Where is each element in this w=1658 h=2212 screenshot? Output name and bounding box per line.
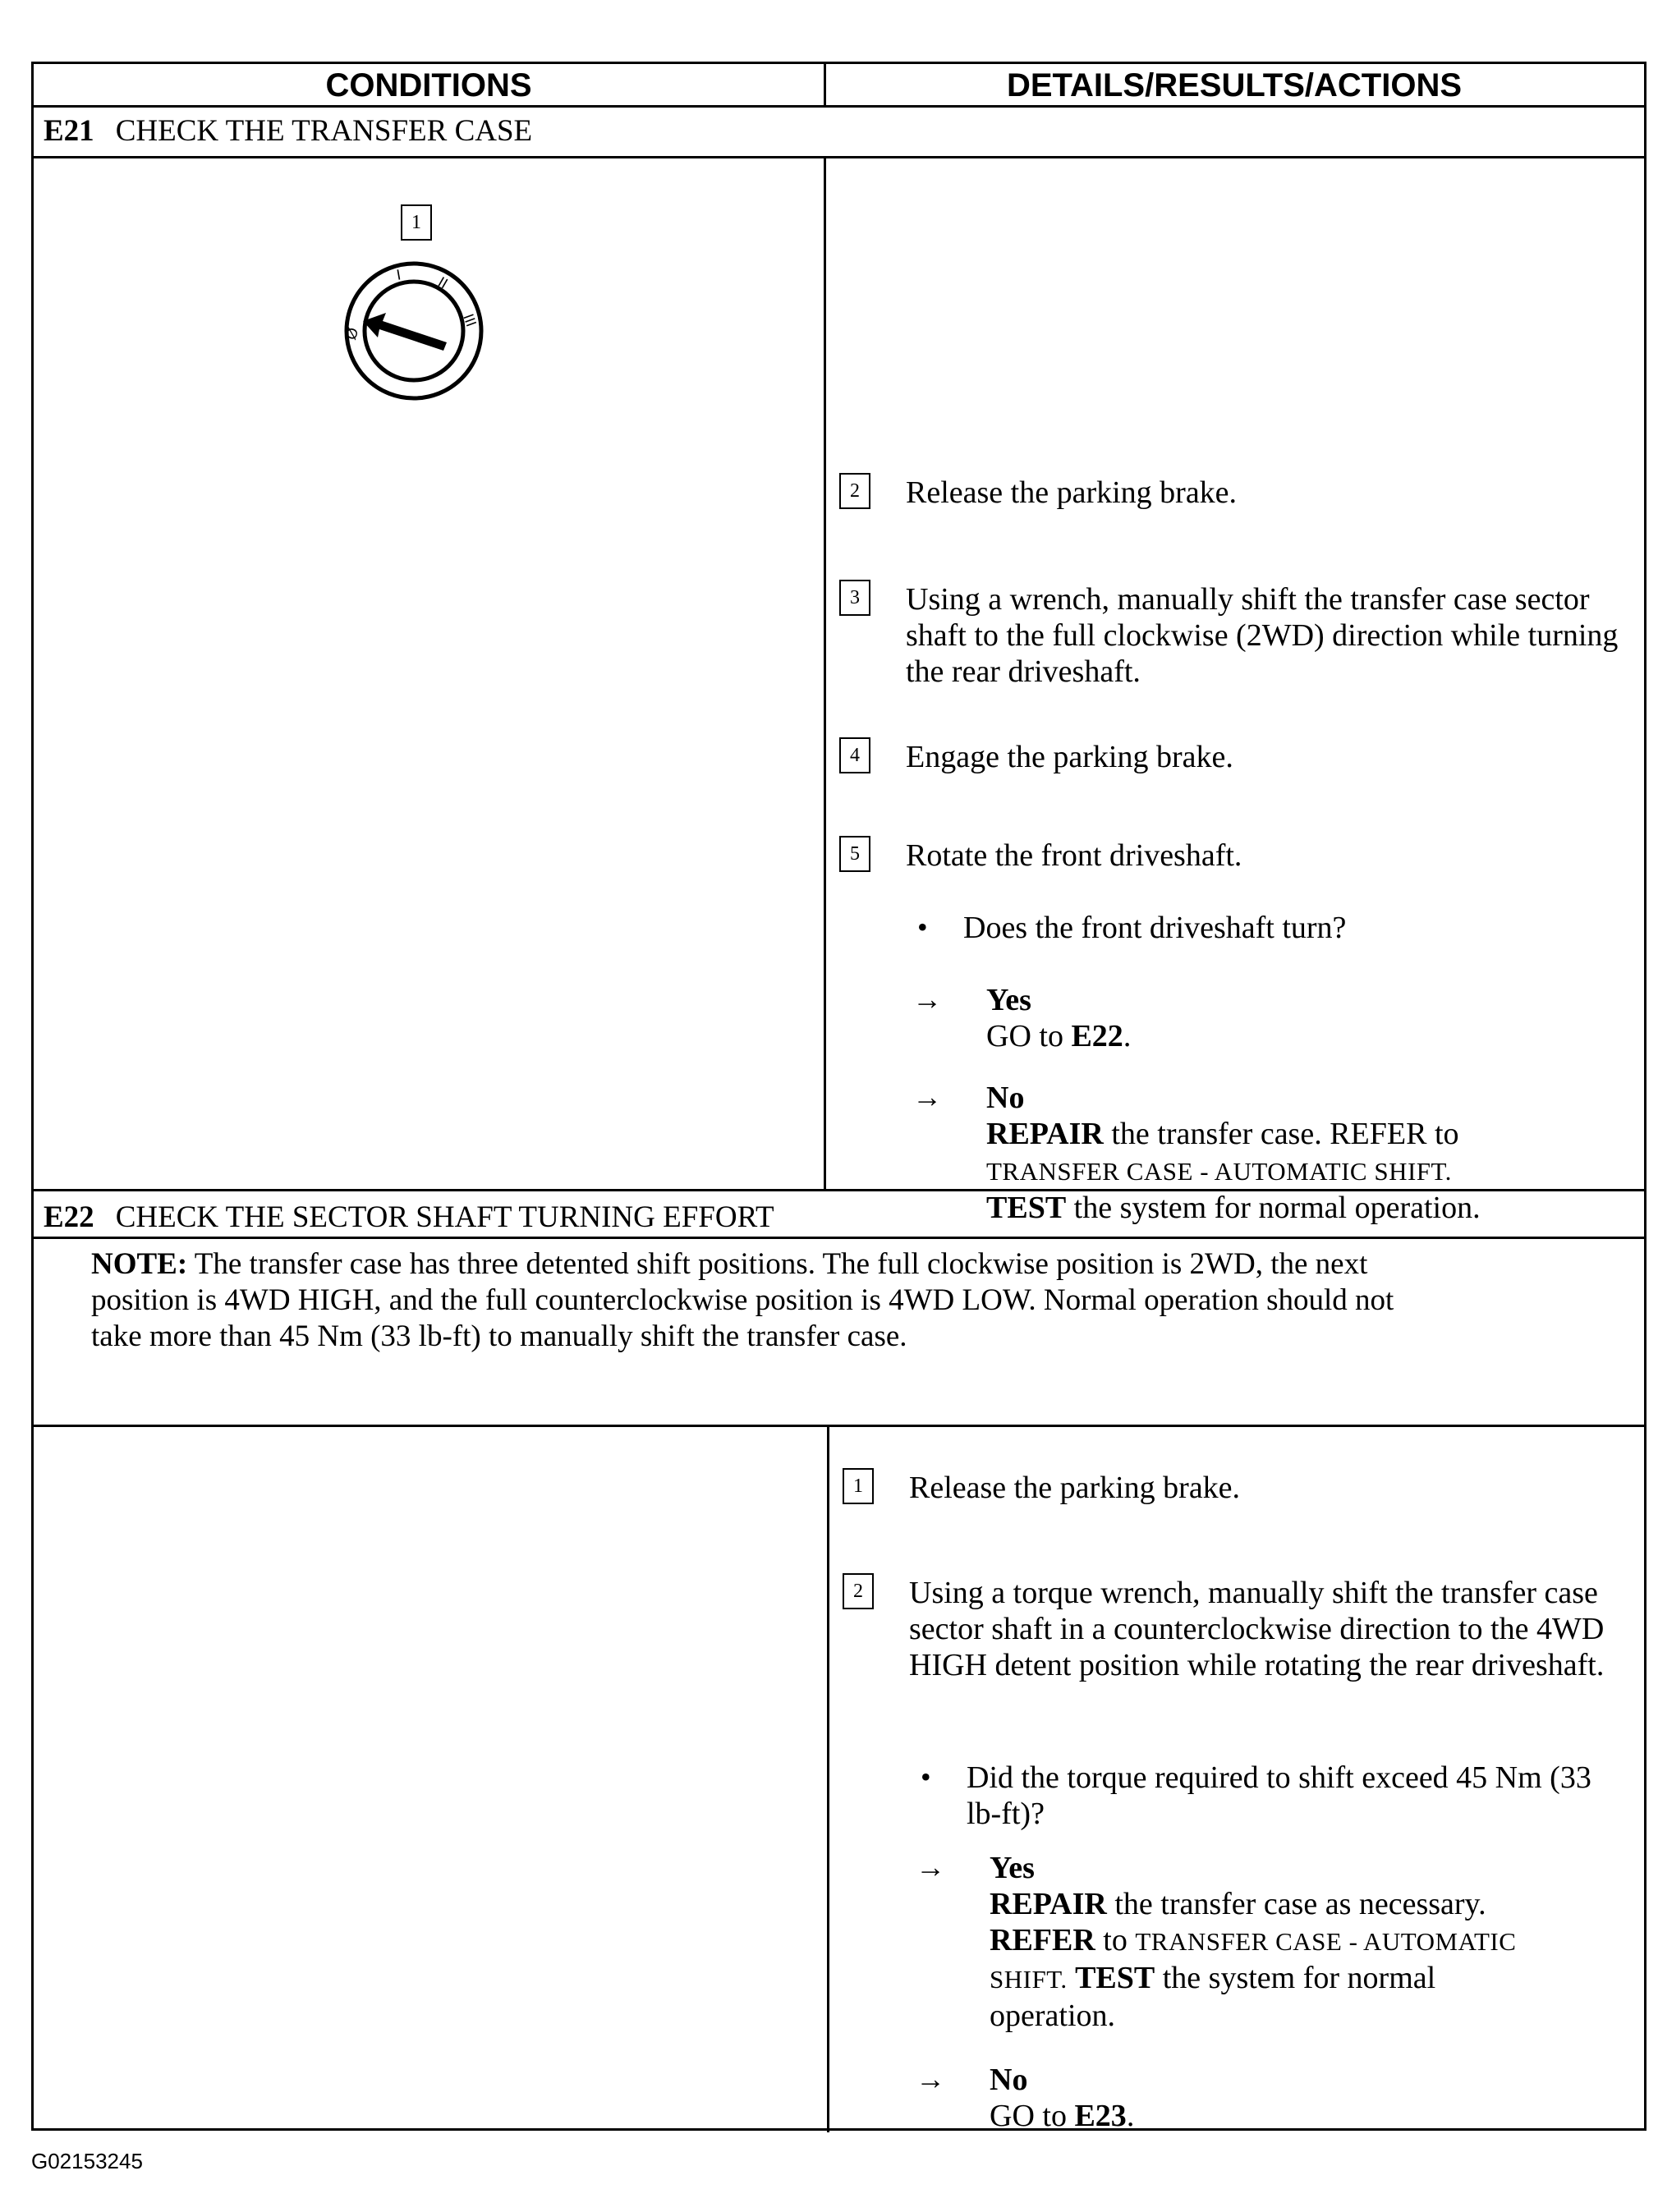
arrow-right-icon: → — [916, 2063, 945, 2095]
e21-no-repair: REPAIR — [986, 1117, 1104, 1151]
e21-yes-label: Yes — [986, 983, 1031, 1017]
e21-no-line1: the transfer case. REFER to — [1103, 1117, 1459, 1151]
e22-yes-line4: operation. — [990, 1999, 1116, 2033]
rule — [34, 105, 1644, 108]
e21-yes-end: . — [1123, 1019, 1132, 1053]
dial-mark-2: II — [435, 273, 451, 292]
e21-step-2-text: Release the parking brake. — [906, 475, 1238, 510]
e22-note — [91, 1246, 1594, 1355]
e22-yes-line3: the system for normal — [1155, 1961, 1436, 1995]
e21-no-reference: TRANSFER CASE - AUTOMATIC SHIFT. — [986, 1157, 1452, 1186]
step-number-box: 4 — [839, 737, 870, 773]
e22-no-target: E23 — [1074, 2099, 1127, 2133]
e22-yes-reference: TRANSFER CASE - AUTOMATIC — [1135, 1927, 1517, 1956]
rule — [34, 156, 1644, 158]
bullet-icon: • — [917, 911, 928, 943]
note-line-1: The transfer case has three detented shift positions. The full clockwise position is 2WD, the next — [187, 1247, 1368, 1281]
e22-column-divider — [827, 1425, 829, 2132]
e21-title: CHECK THE TRANSFER CASE — [115, 114, 533, 148]
e22-no-block — [990, 2062, 1630, 2134]
e21-no-test: TEST — [986, 1191, 1067, 1225]
e22-question: Did the torque required to shift exceed 45 Nm (33 lb-ft)? — [967, 1760, 1591, 1831]
e22-yes-test: TEST — [1075, 1961, 1155, 1995]
e21-no-label: No — [986, 1081, 1025, 1115]
e22-no-action: GO to — [990, 2099, 1067, 2133]
e21-column-divider — [824, 156, 826, 1189]
note-label: NOTE: — [91, 1247, 188, 1281]
e21-yes-block — [986, 982, 1627, 1054]
e21-step-5-text: Rotate the front driveshaft. — [906, 838, 1242, 873]
rule — [34, 1189, 1644, 1191]
e22-yes-reference-end: SHIFT. — [990, 1965, 1068, 1994]
step-number-box: 1 — [843, 1468, 874, 1504]
arrow-right-icon: → — [916, 1851, 945, 1884]
step-number-box: 5 — [839, 836, 870, 872]
e21-step-4-text: Engage the parking brake. — [906, 740, 1233, 774]
diagnostic-table — [31, 62, 1647, 2131]
e21-code: E21 — [44, 114, 94, 148]
e22-code: E22 — [44, 1200, 94, 1234]
e22-yes-to: to — [1095, 1923, 1136, 1957]
e21-question: Does the front driveshaft turn? — [963, 911, 1347, 945]
step-number-box: 2 — [839, 473, 870, 509]
figure-label-1: 1 — [401, 204, 432, 241]
header-divider — [824, 64, 826, 105]
e22-title: CHECK THE SECTOR SHAFT TURNING EFFORT — [115, 1200, 774, 1234]
rule — [34, 1237, 1644, 1239]
dial-mark-1: I — [395, 266, 402, 283]
e22-no-end: . — [1126, 2099, 1135, 2133]
e21-heading — [44, 113, 532, 149]
transfer-case-dial-icon — [340, 257, 488, 405]
e22-yes-line1: the transfer case as necessary. — [1106, 1887, 1486, 1921]
figure-code: G02153245 — [31, 2149, 143, 2173]
e22-yes-label: Yes — [990, 1851, 1035, 1885]
arrow-right-icon: → — [912, 1081, 942, 1113]
e22-no-label: No — [990, 2063, 1028, 2097]
step-number-box: 2 — [843, 1573, 874, 1609]
note-line-3: take more than 45 Nm (33 lb-ft) to manually shift the transfer case. — [91, 1319, 907, 1353]
note-line-2: position is 4WD HIGH, and the full counterclockwise position is 4WD LOW. Normal operation should not — [91, 1283, 1394, 1317]
e22-yes-repair: REPAIR — [990, 1887, 1107, 1921]
e21-no-line3: the system for normal operation. — [1066, 1191, 1481, 1225]
e21-step-3-text: Using a wrench, manually shift the transfer case sector shaft to the full clockwise (2WD) direction while turning the rear driveshaft. — [906, 582, 1619, 689]
e21-yes-action: GO to — [986, 1019, 1063, 1053]
conditions-header: CONDITIONS — [325, 67, 532, 103]
e22-yes-block — [990, 1850, 1638, 2034]
e21-no-block — [986, 1080, 1635, 1226]
bullet-icon: • — [921, 1760, 931, 1793]
dial-mark-0: Ø — [342, 325, 362, 342]
step-number-box: 3 — [839, 580, 870, 616]
e22-heading — [44, 1200, 774, 1235]
rule — [34, 1425, 1644, 1427]
arrow-right-icon: → — [912, 983, 942, 1016]
dial-mark-3: III — [460, 311, 480, 329]
details-header: DETAILS/RESULTS/ACTIONS — [1006, 67, 1463, 103]
e22-yes-refer: REFER — [990, 1923, 1095, 1957]
e22-step-1-text: Release the parking brake. — [909, 1471, 1241, 1505]
e21-yes-target: E22 — [1071, 1019, 1123, 1053]
e22-step-2-text: Using a torque wrench, manually shift the transfer case sector shaft in a counterclockwise direction to the 4WD HIGH detent position while rotating the rear driveshaft. — [909, 1576, 1605, 1682]
